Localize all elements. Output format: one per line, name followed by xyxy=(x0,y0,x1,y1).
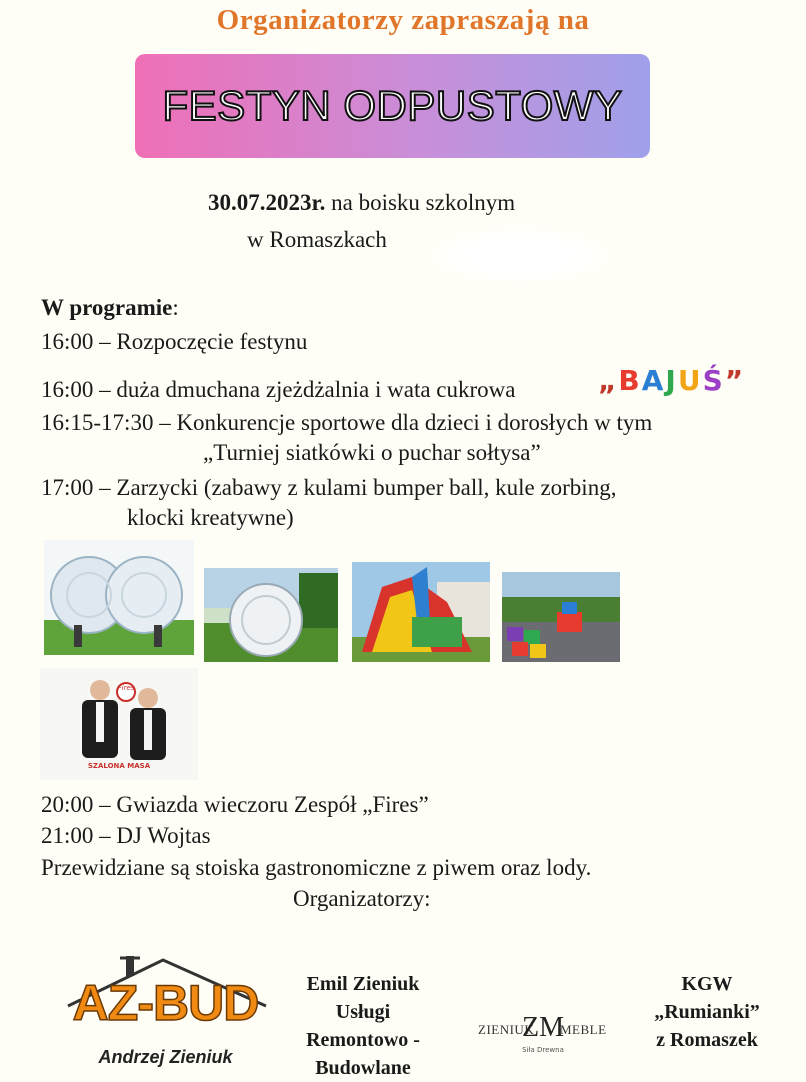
program-item: 16:00 – Rozpoczęcie festynu xyxy=(41,329,308,354)
azbud-logo xyxy=(58,948,273,1078)
kgw-rumianki-sponsor xyxy=(622,970,792,1054)
evening-item: 21:00 – DJ Wojtas xyxy=(41,823,211,848)
bumper-ball-photo xyxy=(44,540,194,655)
organizers-label: Organizatorzy: xyxy=(293,886,431,911)
bajus-letter: U xyxy=(677,364,703,397)
event-title: FESTYN ODPUSTOWY xyxy=(162,82,623,129)
band-photo-badge: Fires xyxy=(117,684,135,692)
bajus-letter: „ xyxy=(598,364,619,397)
zieniuk-meble-logo xyxy=(478,1014,608,1058)
program-heading xyxy=(41,295,179,321)
evening-item: 20:00 – Gwiazda wieczoru Zespół „Fires” xyxy=(41,792,429,817)
invitation-header: Organizatorzy zapraszają na xyxy=(216,4,590,36)
bajus-letter: Ś xyxy=(702,364,725,397)
sponsor-line: Usługi xyxy=(335,1001,391,1023)
event-town: w Romaszkach xyxy=(247,227,387,252)
program-heading-colon: : xyxy=(172,295,179,320)
program-item: 16:00 – duża dmuchana zjeżdżalnia i wata cukrowa xyxy=(41,377,516,402)
band-photo-caption: SZALONA MASA xyxy=(87,762,151,770)
program-item: 17:00 – Zarzycki (zabawy z kulami bumper ball, kule zorbing, xyxy=(41,475,617,500)
sponsor-line: „Rumianki” xyxy=(654,1001,760,1023)
program-heading-text: W programie xyxy=(41,295,173,320)
event-date: 30.07.2023r. xyxy=(208,190,326,215)
zm-tagline: Siła Drewna xyxy=(522,1046,564,1054)
inflatable-slide-photo xyxy=(352,562,490,662)
date-place-line xyxy=(208,190,515,216)
sponsor-line: z Romaszek xyxy=(656,1029,758,1051)
emil-zieniuk-sponsor xyxy=(278,970,448,1082)
azbud-owner-name: Andrzej Zieniuk xyxy=(98,1047,233,1067)
program-item-continued: klocki kreatywne) xyxy=(127,505,294,530)
band-fires-photo xyxy=(40,668,198,780)
bajus-letter: A xyxy=(641,364,666,397)
azbud-logo-text: AZ-BUD xyxy=(72,975,259,1031)
sponsor-line: Remontowo - xyxy=(306,1029,420,1051)
creative-blocks-photo xyxy=(502,572,620,662)
bajus-letter: B xyxy=(618,364,642,397)
sponsor-line: KGW xyxy=(681,973,733,995)
redacted-area xyxy=(430,225,610,285)
zm-left-text: ZIENIUK xyxy=(478,1022,535,1037)
bajus-letter: J xyxy=(665,364,678,397)
event-place: na boisku szkolnym xyxy=(325,190,516,215)
food-stands-note: Przewidziane są stoiska gastronomiczne z piwem oraz lody. xyxy=(41,855,592,880)
program-item-continued: „Turniej siatkówki o puchar sołtysa” xyxy=(203,440,541,465)
sponsor-line: Emil Zieniuk xyxy=(306,973,420,995)
zm-right-text: MEBLE xyxy=(560,1022,607,1037)
zm-monogram: ZM xyxy=(522,1012,564,1043)
sponsor-line: Budowlane xyxy=(315,1057,411,1079)
event-title-banner xyxy=(135,54,650,158)
bajus-letter: ” xyxy=(724,364,746,397)
program-item: 16:15-17:30 – Konkurencje sportowe dla dzieci i dorosłych w tym xyxy=(41,410,653,435)
bajus-logo xyxy=(598,364,745,397)
zorbing-ball-photo xyxy=(204,568,338,662)
